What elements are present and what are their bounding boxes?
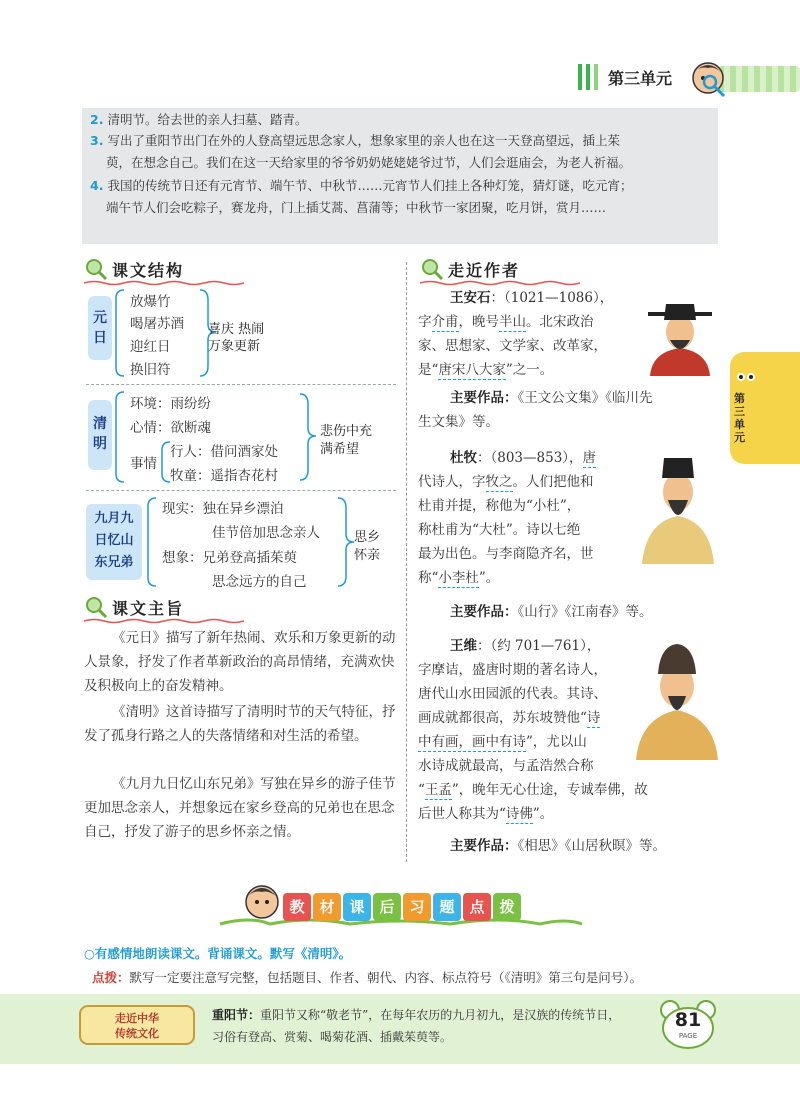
text: 是“ — [418, 362, 439, 378]
structure-heading — [84, 256, 244, 282]
label-jiuyue — [86, 504, 142, 580]
text: ”，尤以山 — [526, 734, 587, 750]
footer-text-2: 习俗有登高、赏菊、喝菊花酒、插戴茱萸等。 — [212, 1030, 453, 1044]
page-word: PAGE — [678, 1032, 698, 1040]
text: 唐 — [582, 450, 597, 466]
du-mu-line-5: 最为出色。与李商隐齐名，世 — [418, 546, 594, 562]
text: ”。 — [478, 570, 500, 586]
text: 《相思》《山居秋暝》等。 — [517, 838, 666, 854]
qingming-event: 事情 — [130, 456, 157, 472]
text: 诗佛 — [505, 806, 533, 822]
bar-1 — [578, 64, 582, 90]
yuanri-item: 喝屠苏酒 — [130, 316, 184, 332]
wang-anshi-line-3: 家、思想家、文学家、改革家， — [418, 338, 607, 354]
author-years: ：（803—853）， — [477, 450, 583, 466]
text: 唐宋八大家 — [438, 362, 506, 378]
authors-title: 走近作者 — [448, 260, 521, 280]
answer-text: 端午节人们会吃粽子，赛龙舟，门上插艾蒿、菖蒲等；中秋节一家团聚，吃月饼，赏月…… — [106, 200, 607, 215]
wang-wei-line-4 — [418, 706, 600, 731]
exercise-task: ○有感情地朗读课文。背诵课文。默写《清明》。 — [84, 946, 352, 961]
wave-underline — [84, 280, 244, 286]
text: 王孟 — [424, 782, 452, 798]
magnifier-icon — [84, 257, 108, 281]
jiuyue-imagination: 思念远方的自己 — [212, 574, 307, 590]
label-text: 清明 — [93, 416, 107, 452]
text: 。北宋政治 — [526, 314, 594, 330]
answer-3 — [90, 131, 620, 151]
answer-2 — [90, 110, 307, 130]
divider — [86, 384, 396, 385]
badge-text-line-1: 走近中华 — [115, 1012, 159, 1025]
text: 称“ — [418, 570, 439, 586]
du-mu-line-2 — [418, 470, 594, 495]
wang-anshi-line-2 — [418, 310, 594, 335]
wang-wei-line-3: 唐代山水田园派的代表。其诗、 — [418, 686, 607, 702]
wang-anshi-portrait — [640, 296, 720, 376]
label: 主要作品： — [450, 604, 518, 620]
label-line: 九月九 — [94, 511, 134, 526]
banner-block: 拨 — [493, 893, 521, 921]
text: 半山 — [499, 314, 526, 330]
text: “ — [418, 782, 425, 798]
answer-text: 写出了重阳节出门在外的人登高望远思念家人，想象家里的亲人也在这一天登高望远，插上茱 — [107, 133, 620, 148]
du-mu-portrait — [636, 452, 720, 564]
exercise-tip — [92, 968, 642, 986]
yuanri-item: 放爆竹 — [130, 294, 171, 310]
label-qingming — [88, 400, 112, 470]
text: ，晚号 — [458, 314, 499, 330]
author-name: 王安石 — [450, 290, 491, 306]
jiuyue-feeling: 怀亲 — [354, 548, 381, 563]
author-years: ：（1021—1086）， — [490, 290, 614, 306]
wang-wei-works — [450, 834, 666, 854]
text: 代诗人，字 — [418, 474, 486, 490]
wang-anshi-works-cont: 生文集》等。 — [418, 414, 499, 430]
wang-wei-line-7 — [418, 778, 648, 803]
text: 介甫 — [431, 314, 459, 330]
text: 后世人称其为“ — [418, 806, 506, 822]
qingming-feeling: 悲伤中充 — [320, 424, 373, 439]
eyes-icon — [736, 370, 756, 384]
du-mu-line-6 — [418, 566, 499, 591]
main-idea-jiuyue: 《九月九日忆山东兄弟》写独在异乡的游子佳节更加思念亲人，并想象远在家乡登高的兄弟也在思念自己，抒发了游子的思乡怀亲之情。 — [84, 776, 396, 840]
text: 《山行》《江南春》等。 — [517, 604, 653, 620]
text: ”之一。 — [505, 362, 554, 378]
main-idea-qingming: 《清明》这首诗描写了清明时节的天气特征，抒发了孤身行路之人的失落情绪和对生活的希望。 — [84, 704, 396, 744]
text: 中有画，画中有诗 — [418, 734, 526, 750]
text: 小李杜 — [438, 570, 479, 586]
qingming-herd: 牧童：遥指杏花村 — [170, 468, 278, 484]
page-number: 81 — [674, 1009, 702, 1031]
wang-wei-portrait — [632, 640, 722, 760]
wang-wei-line-6: 水诗成就最高，与孟浩然合称 — [418, 758, 594, 774]
wave-underline — [84, 618, 244, 624]
culture-badge — [78, 1004, 196, 1046]
text: ”。 — [532, 806, 554, 822]
magnifier-icon — [84, 595, 108, 619]
footer-text: 重阳节又称“敬老节”，在每年农历的九月初九，是汉族的传统节日， — [260, 1008, 621, 1022]
yuanri-feeling: 喜庆 热闹 — [208, 322, 265, 337]
du-mu-works — [450, 600, 653, 620]
column-divider — [406, 262, 407, 862]
side-tab-label: 第三单元 — [734, 392, 745, 444]
answer-4-cont — [106, 198, 606, 218]
jiuyue-reality: 现实：独在异乡漂泊 — [162, 501, 284, 517]
bar-2 — [586, 64, 590, 90]
text: 《王文公文集》《临川先 — [517, 390, 653, 406]
main-idea-heading — [84, 594, 244, 620]
label-text: 元日 — [93, 310, 107, 346]
text: 字 — [418, 314, 432, 330]
wang-wei-line-1 — [450, 634, 600, 659]
divider — [86, 490, 396, 491]
author-years: ：（约 701—761）， — [477, 638, 601, 654]
text: 牧之 — [485, 474, 513, 490]
yuanri-feeling: 万象更新 — [208, 339, 261, 354]
jiuyue-feeling: 思乡 — [354, 530, 381, 545]
answer-number: 3. — [90, 133, 104, 148]
banner-block: 后 — [373, 893, 401, 921]
wang-anshi-line-4 — [418, 358, 553, 383]
banner-block: 课 — [343, 893, 371, 921]
tip-label: 点拨： — [92, 970, 130, 985]
answer-text: 萸，在想念自己。我们在这一天给家里的爷爷奶奶姥姥姥爷过节，人们会逛庙会，为老人祈福。 — [106, 155, 632, 170]
banner-block: 点 — [463, 893, 491, 921]
text: 。人们把他和 — [512, 474, 594, 490]
author-name: 王维 — [450, 638, 477, 654]
jiuyue-imagination: 想象：兄弟登高插茱萸 — [162, 550, 297, 566]
wang-anshi-works — [450, 386, 653, 406]
answer-text: 我国的传统节日还有元宵节、端午节、中秋节……元宵节人们挂上各种灯笼，猜灯谜，吃元宵； — [107, 178, 633, 193]
main-idea-title: 课文主旨 — [112, 598, 185, 618]
authors-heading — [420, 256, 580, 282]
qingming-feeling: 满希望 — [320, 442, 360, 457]
text: ”，晚年无心仕途，专诚奉佛，故 — [451, 782, 648, 798]
label: 主要作品： — [450, 838, 518, 854]
banner-block: 题 — [433, 893, 461, 921]
yuanri-item: 换旧符 — [130, 362, 171, 378]
jiuyue-reality: 佳节倍加思念亲人 — [212, 525, 320, 541]
wang-wei-line-5 — [418, 730, 587, 755]
mascot-magnifier-icon — [690, 60, 734, 100]
label-line: 东兄弟 — [94, 555, 134, 570]
answer-number: 2. — [90, 112, 104, 127]
footer-text-1 — [212, 1006, 620, 1023]
structure-title: 课文结构 — [112, 260, 185, 280]
label: 主要作品： — [450, 390, 518, 406]
du-mu-line-3: 杜甫并提，称他为“小杜”， — [418, 498, 581, 514]
main-idea-yuanri: 《元日》描写了新年热闹、欢乐和万象更新的动人景象，抒发了作者革新政治的高昂情绪，充满欢快及积极向上的奋发精神。 — [84, 630, 396, 694]
author-name: 杜牧 — [450, 450, 477, 466]
text: 诗 — [586, 710, 601, 726]
tip-text: 默写一定要注意写完整，包括题目、作者、朝代、内容、标点符号（《清明》第三句是问号）。 — [129, 970, 643, 985]
yuanri-item: 迎红日 — [130, 339, 171, 355]
banner-block: 材 — [313, 893, 341, 921]
wang-wei-line-8 — [418, 802, 553, 827]
du-mu-line-4: 称杜甫为“大杜”。诗以七绝 — [418, 522, 581, 538]
du-mu-line-1 — [450, 446, 596, 471]
answer-number: 4. — [90, 178, 104, 193]
bar-3 — [594, 64, 598, 90]
wang-anshi-line-1 — [450, 286, 613, 311]
banner-block: 教 — [283, 893, 311, 921]
label-line: 日忆山 — [94, 533, 134, 548]
wang-wei-line-2: 字摩诘，盛唐时期的著名诗人， — [418, 662, 607, 678]
qingming-mood: 心情：欲断魂 — [130, 420, 211, 436]
text: 画成就都很高，苏东坡赞他“ — [418, 710, 587, 726]
badge-text-line-2: 传统文化 — [115, 1027, 159, 1040]
banner-block: 习 — [403, 893, 431, 921]
answer-4 — [90, 176, 632, 196]
answer-text: 清明节。给去世的亲人扫墓、踏青。 — [107, 112, 308, 127]
qingming-env: 环境：雨纷纷 — [130, 396, 211, 412]
answer-3-cont — [106, 153, 631, 173]
unit-label: 第三单元 — [608, 69, 673, 88]
qingming-walker: 行人：借问酒家处 — [170, 444, 278, 460]
label-yuanri — [88, 296, 112, 360]
magnifier-icon — [420, 257, 444, 281]
footer-term: 重阳节： — [212, 1008, 261, 1022]
